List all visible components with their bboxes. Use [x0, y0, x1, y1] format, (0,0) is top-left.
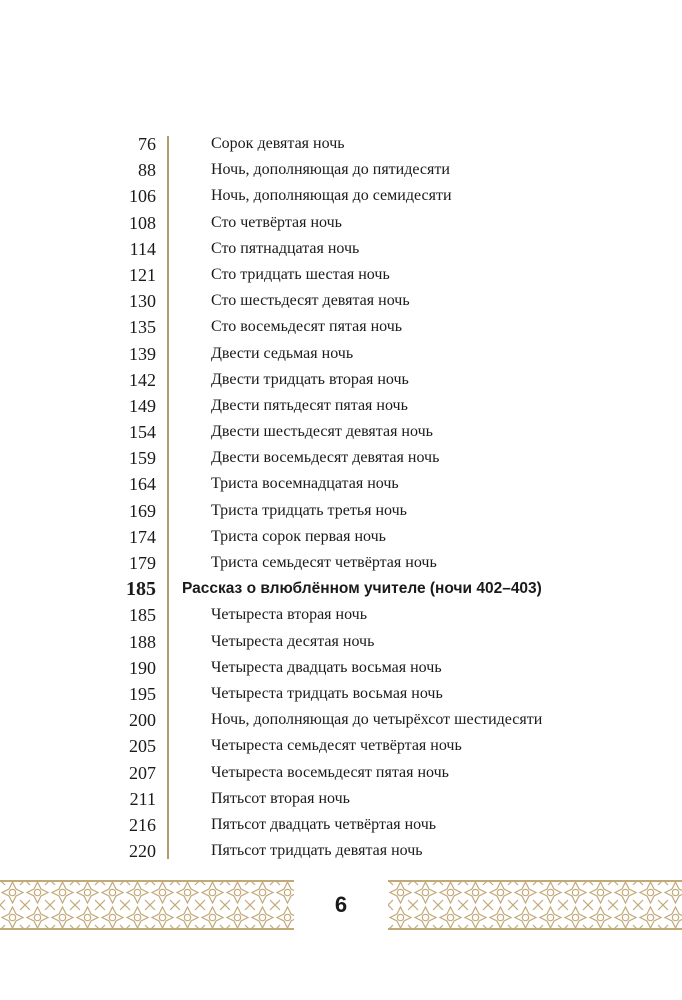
toc-entry[interactable]: [0, 367, 682, 393]
toc-entry[interactable]: [0, 681, 682, 707]
toc-entry[interactable]: [0, 445, 682, 471]
toc-entry[interactable]: [0, 471, 682, 497]
toc-entry[interactable]: [0, 602, 682, 628]
toc-entry[interactable]: [0, 812, 682, 838]
toc-entry[interactable]: [0, 707, 682, 733]
toc-title: Триста восемнадцатая ночь: [211, 475, 399, 493]
toc-page-number: 154: [129, 422, 156, 443]
toc-page-number: 195: [129, 683, 156, 704]
toc-page-number: 169: [129, 500, 156, 521]
toc-page-number: 216: [129, 814, 156, 835]
table-of-contents: [0, 131, 682, 864]
toc-entry[interactable]: [0, 498, 682, 524]
toc-title: Сто тридцать шестая ночь: [211, 265, 390, 283]
toc-entry[interactable]: [0, 733, 682, 759]
toc-title: Двести пятьдесят пятая ночь: [211, 396, 408, 414]
toc-page-number: 130: [129, 291, 156, 312]
toc-page-number: 220: [129, 841, 156, 862]
toc-title: Ночь, дополняющая до пятидесяти: [211, 161, 450, 179]
toc-title: Сорок девятая ночь: [211, 135, 345, 152]
toc-title: Двести шестьдесят девятая ночь: [211, 423, 433, 441]
toc-title: Четыреста вторая ночь: [211, 606, 368, 624]
toc-title: Сто шестьдесят девятая ночь: [211, 292, 410, 310]
toc-entry[interactable]: [0, 236, 682, 262]
toc-title: Сто четвёртая ночь: [211, 213, 342, 231]
toc-entry[interactable]: [0, 655, 682, 681]
toc-title: Триста сорок первая ночь: [211, 527, 386, 545]
toc-page-number: 88: [138, 160, 156, 181]
toc-page-number: 188: [129, 631, 156, 652]
toc-title: Ночь, дополняющая до семидесяти: [211, 187, 452, 205]
toc-page-number: 159: [129, 448, 156, 469]
toc-page-number: 185: [129, 605, 156, 626]
toc-title: Четыреста десятая ночь: [211, 632, 375, 650]
toc-title: Сто восемьдесят пятая ночь: [211, 318, 403, 336]
toc-entry[interactable]: [0, 210, 682, 236]
toc-title: Триста семьдесят четвёртая ночь: [211, 554, 437, 571]
toc-page-number: 207: [129, 762, 156, 783]
toc-page-number: 149: [129, 395, 156, 416]
toc-entry[interactable]: [0, 838, 682, 864]
footer-ornament-left: [0, 880, 294, 930]
toc-page-number: 108: [129, 212, 156, 233]
toc-page-number: 200: [129, 710, 156, 731]
toc-title: Пятьсот двадцать четвёртая ночь: [211, 815, 437, 833]
toc-title: Триста тридцать третья ночь: [211, 501, 407, 519]
toc-entry[interactable]: [0, 550, 682, 576]
toc-page-number: 185: [126, 578, 156, 601]
toc-page-number: 121: [129, 264, 156, 285]
toc-entry[interactable]: [0, 419, 682, 445]
toc-title: Четыреста двадцать восьмая ночь: [211, 658, 442, 676]
toc-page-number: 164: [129, 474, 156, 495]
toc-entry[interactable]: [0, 629, 682, 655]
toc-entry[interactable]: [0, 786, 682, 812]
toc-page-number: 190: [129, 657, 156, 678]
toc-title: Пятьсот тридцать девятая ночь: [211, 842, 423, 860]
toc-section-heading[interactable]: [0, 576, 682, 602]
toc-entry[interactable]: [0, 131, 682, 157]
toc-title: Четыреста семьдесят четвёртая ночь: [211, 737, 462, 755]
toc-title: Двести тридцать вторая ночь: [211, 370, 409, 388]
toc-title: Двести седьмая ночь: [211, 344, 354, 362]
toc-entry[interactable]: [0, 314, 682, 340]
toc-title: Четыреста восемьдесят пятая ночь: [211, 763, 449, 781]
toc-page-number: 139: [129, 343, 156, 364]
toc-title: Пятьсот вторая ночь: [211, 789, 350, 807]
toc-page-number: 142: [129, 369, 156, 390]
toc-page-number: 114: [129, 238, 156, 259]
toc-page-number: 174: [129, 526, 156, 547]
footer-ornament-right: [388, 880, 682, 930]
toc-title: Ночь, дополняющая до четырёхсот шестидесяти: [211, 711, 543, 729]
page-number: 6: [334, 892, 348, 917]
toc-entry[interactable]: [0, 157, 682, 183]
toc-page-number: 135: [129, 317, 156, 338]
toc-title: Четыреста тридцать восьмая ночь: [211, 684, 443, 702]
toc-title: Рассказ о влюблённом учителе (ночи 402–403): [182, 580, 542, 598]
toc-page-number: 179: [129, 553, 156, 573]
toc-entry[interactable]: [0, 393, 682, 419]
toc-page-number: 205: [129, 736, 156, 757]
toc-entry[interactable]: [0, 288, 682, 314]
toc-page-number: 211: [129, 788, 156, 809]
toc-entry[interactable]: [0, 341, 682, 367]
toc-entry[interactable]: [0, 262, 682, 288]
toc-entry[interactable]: [0, 524, 682, 550]
toc-page-number: 106: [129, 186, 156, 207]
toc-title: Двести восемьдесят девятая ночь: [211, 449, 440, 467]
toc-entry[interactable]: [0, 183, 682, 209]
toc-entry[interactable]: [0, 760, 682, 786]
toc-page-number: 76: [138, 134, 156, 154]
toc-title: Сто пятнадцатая ночь: [211, 239, 360, 257]
